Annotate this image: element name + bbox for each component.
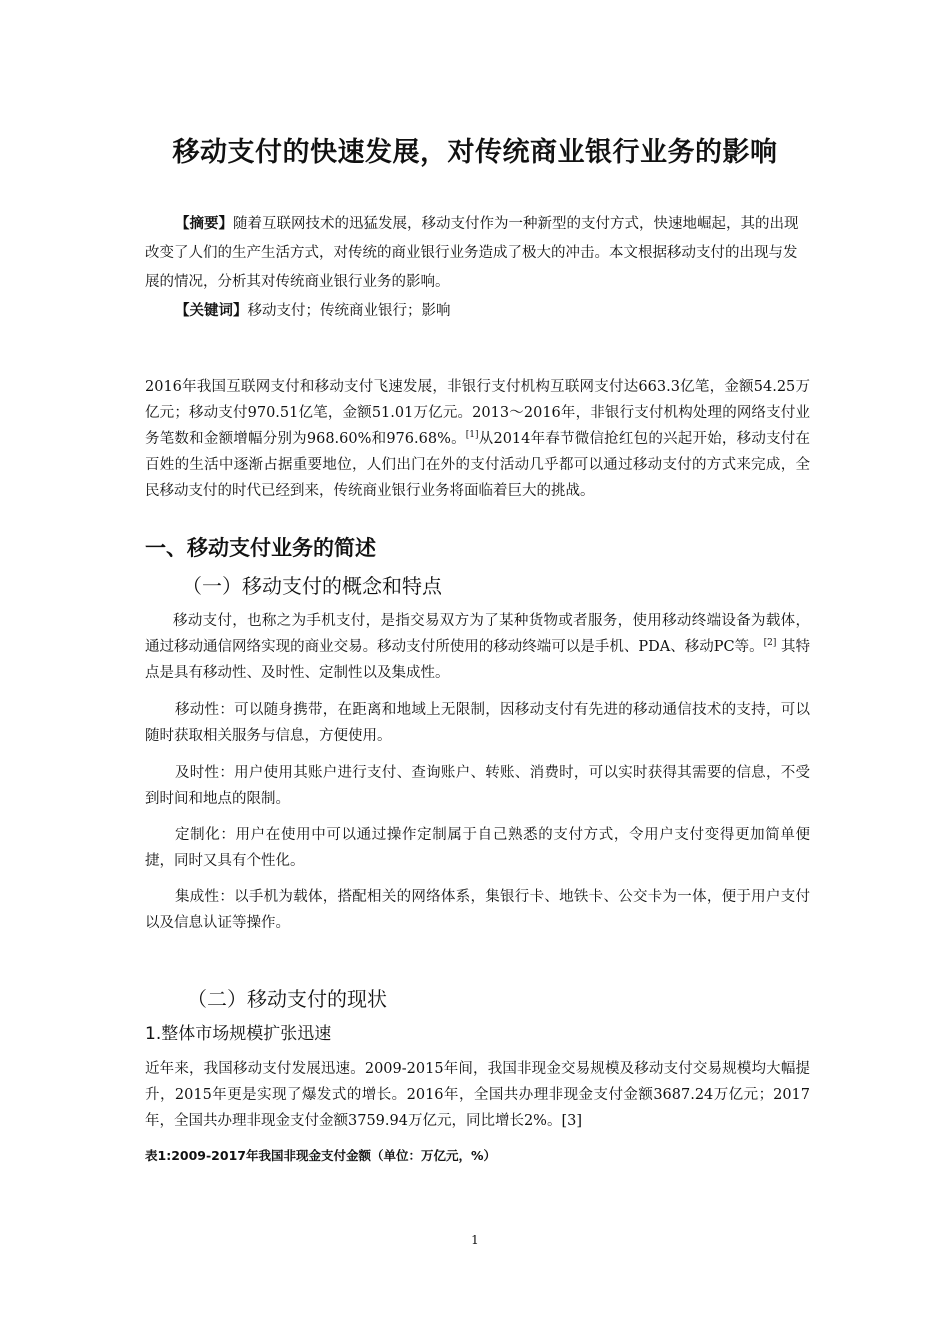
subsection-2-heading: （二）移动支付的现状 [187, 987, 387, 1011]
abstract-tag: 【摘要】 [175, 216, 233, 232]
intro-text-a: 2016年我国互联网支付和移动支付飞速发展，非银行支付机构互联网支付达663.3亿笔，金额54.25万亿元；移动支付970.51亿笔，金额51.01万亿元。2013～2016年，非银行支付机构处理的网络支付业务笔数和金额增幅分别为968.60%和976.68%。 [145, 379, 810, 447]
subsection-1-heading: （一）移动支付的概念和特点 [182, 574, 442, 598]
keywords-tag: 【关键词】 [175, 303, 248, 319]
customization-paragraph: 定制化：用户在使用中可以通过操作定制属于自己熟悉的支付方式，令用户支付变得更加简单便捷，同时又具有个性化。 [145, 827, 810, 869]
integration-paragraph: 集成性：以手机为载体，搭配相关的网络体系，集银行卡、地铁卡、公交卡为一体，便于用户支付以及信息认证等操作。 [145, 889, 810, 931]
page-title: 移动支付的快速发展，对传统商业银行业务的影响 [172, 137, 778, 168]
page-number: 1 [471, 1233, 479, 1247]
table-caption: 表1:2009-2017年我国非现金支付金额（单位：万亿元，%） [145, 1148, 496, 1163]
intro-text-b: 从2014年春节微信抢红包的兴起开始，移动支付在百姓的生活中逐渐占据重要地位，人们出门在外的支付活动几乎都可以通过移动支付的方式来完成，全民移动支付的时代已经到来，传统商业银行业务将面临着巨大的挑战。 [145, 431, 811, 499]
definition-text-a: 移动支付，也称之为手机支付，是指交易双方为了某种货物或者服务，使用移动终端设备为载体，通过移动通信网络实现的商业交易。移动支付所使用的移动终端可以是手机、PDA、移动PC等。 [145, 613, 810, 655]
intro-paragraph [145, 374, 810, 504]
mobility-paragraph: 移动性：可以随身携带，在距离和地域上无限制，因移动支付有先进的移动通信技术的支持，可以随时获取相关服务与信息，方便使用。 [145, 702, 810, 744]
keywords-text: 移动支付；传统商业银行；影响 [247, 303, 451, 319]
point-1-heading: 1.整体市场规模扩张迅速 [145, 1024, 332, 1044]
definition-paragraph [145, 608, 810, 686]
timeliness-paragraph: 及时性：用户使用其账户进行支付、查询账户、转账、消费时，可以实时获得其需要的信息，不受到时间和地点的限制。 [145, 765, 810, 807]
section-1-heading: 一、移动支付业务的简述 [145, 536, 376, 560]
definition-text-b: 其特点是具有移动性、及时性、定制性以及集成性。 [145, 639, 811, 681]
citation-ref-1: [1] [465, 430, 479, 441]
citation-ref-2: [2] [763, 638, 777, 649]
market-scale-paragraph: 近年来，我国移动支付发展迅速。2009-2015年间，我国非现金交易规模及移动支付交易规模均大幅提升，2015年更是实现了爆发式的增长。2016年，全国共办理非现金支付金额3687.24万亿元；2017年，全国共办理非现金支付金额3759.94万亿元，同比增长2%。[3] [145, 1061, 810, 1129]
keywords-line [175, 297, 451, 326]
abstract-paragraph [145, 210, 805, 297]
abstract-text: 随着互联网技术的迅猛发展，移动支付作为一种新型的支付方式，快速地崛起，其的出现改变了人们的生产生活方式，对传统的商业银行业务造成了极大的冲击。本文根据移动支付的出现与发展的情况，分析其对传统商业银行业务的影响。 [145, 216, 799, 290]
